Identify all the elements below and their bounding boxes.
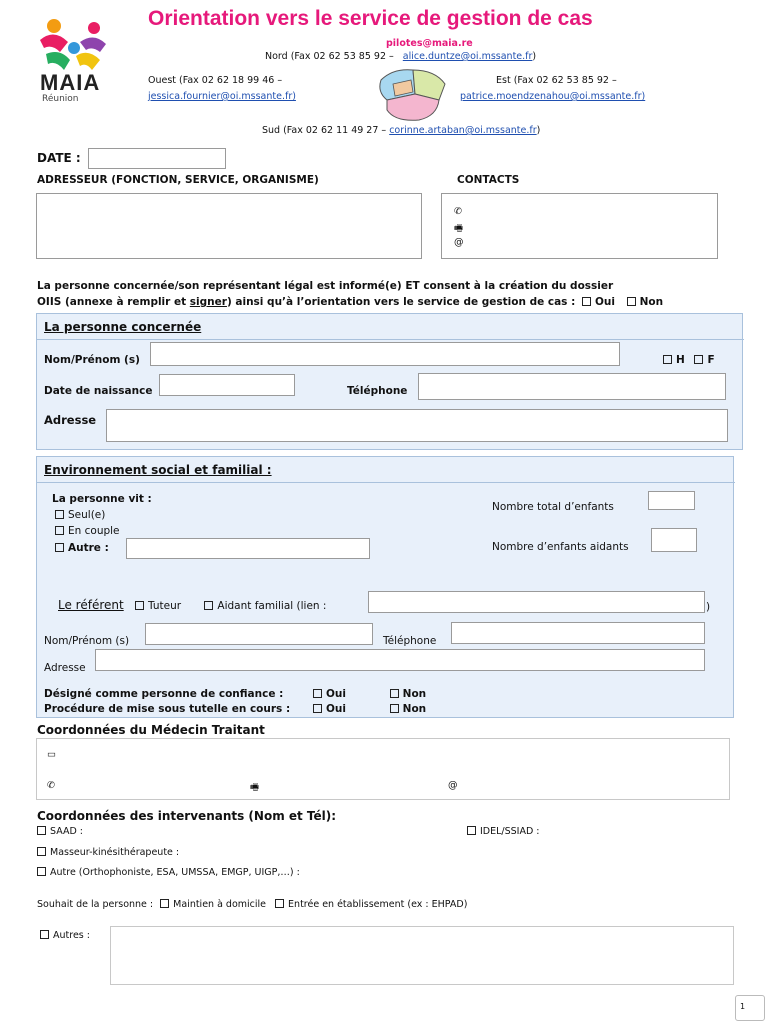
logo-figures-icon xyxy=(30,18,130,78)
referent-adresse-field[interactable] xyxy=(95,649,705,671)
medecin-fax-icon: 🖷 xyxy=(250,782,259,793)
autre-field[interactable] xyxy=(126,538,370,559)
env-heading: Environnement social et familial : xyxy=(44,463,272,477)
tel-label: Téléphone xyxy=(347,385,408,397)
couple-checkbox[interactable] xyxy=(55,526,64,535)
contacts-box xyxy=(441,193,718,259)
adresse-label: Adresse xyxy=(44,413,97,427)
environnement-panel xyxy=(36,456,734,718)
seul-checkbox[interactable] xyxy=(55,510,64,519)
confiance-options: Oui Non xyxy=(313,688,426,700)
nom-label: Nom/Prénom (s) xyxy=(44,354,140,366)
adresseur-field[interactable] xyxy=(36,193,422,259)
email-icon: @ xyxy=(454,237,464,248)
masseur-option: Masseur-kinésithérapeute : xyxy=(37,847,179,858)
intervenants-heading: Coordonnées des intervenants (Nom et Tél): xyxy=(37,809,337,823)
enfants-aidants-field[interactable] xyxy=(651,528,697,552)
est-contact xyxy=(460,73,645,105)
idel-option: IDEL/SSIAD : xyxy=(467,826,540,837)
date-field[interactable] xyxy=(88,148,226,169)
consent-non-checkbox[interactable] xyxy=(627,297,636,306)
confiance-non-checkbox[interactable] xyxy=(390,689,399,698)
consent-line-2: OIIS (annexe à remplir et signer) ainsi qu’à l’orientation vers le service de gestion de cas : Oui Non xyxy=(37,296,664,308)
consent-line-1: La personne concernée/son représentant légal est informé(e) ET consent à la création du dossier xyxy=(37,280,614,292)
aidant-lien-field[interactable] xyxy=(368,591,705,613)
address-card-icon: ▭ xyxy=(47,749,56,760)
medecin-heading: Coordonnées du Médecin Traitant xyxy=(37,723,265,737)
autres-option: Autres : xyxy=(40,930,90,941)
enfants-total-label: Nombre total d’enfants xyxy=(492,501,614,513)
ouest-email-link[interactable]: jessica.fournier@oi.mssante.fr) xyxy=(148,91,296,102)
maintien-checkbox[interactable] xyxy=(160,899,169,908)
entree-checkbox[interactable] xyxy=(275,899,284,908)
seul-option: Seul(e) xyxy=(55,509,105,521)
enfants-aidants-label: Nombre d’enfants aidants xyxy=(492,541,629,553)
est-prefix: Est (Fax 02 62 53 85 92 – xyxy=(496,75,617,86)
masseur-checkbox[interactable] xyxy=(37,847,46,856)
souhait-label: Souhait de la personne : xyxy=(37,899,154,910)
referent-tel-label: Téléphone xyxy=(383,635,437,647)
referent-row: Le référent Tuteur Aidant familial (lien : xyxy=(58,598,327,612)
tuteur-checkbox[interactable] xyxy=(135,601,144,610)
nord-contact: Nord (Fax 02 62 53 85 92 – alice.duntze@oi.mssante.fr) xyxy=(265,51,537,62)
sexe-h-checkbox[interactable] xyxy=(663,355,672,364)
logo-subtitle: Réunion xyxy=(42,94,79,104)
email-main: pilotes@maia.re xyxy=(386,38,473,49)
aidant-checkbox[interactable] xyxy=(204,601,213,610)
saad-option: SAAD : xyxy=(37,826,83,837)
sexe-f-checkbox[interactable] xyxy=(694,355,703,364)
dob-field[interactable] xyxy=(159,374,295,396)
referent-tel-field[interactable] xyxy=(451,622,705,644)
personne-heading: La personne concernée xyxy=(44,320,202,334)
page-title: Orientation vers le service de gestion de cas xyxy=(148,7,593,30)
sud-contact: Sud (Fax 02 62 11 49 27 – corinne.artaban@oi.mssante.fr) xyxy=(262,125,541,136)
medecin-box[interactable] xyxy=(36,738,730,800)
saad-checkbox[interactable] xyxy=(37,826,46,835)
enfants-total-field[interactable] xyxy=(648,491,695,510)
sexe-options: H F xyxy=(663,354,715,366)
ouest-prefix: Ouest (Fax 02 62 18 99 46 – xyxy=(148,75,283,86)
nom-field[interactable] xyxy=(150,342,620,366)
reunion-map xyxy=(373,66,453,124)
adresse-field[interactable] xyxy=(106,409,728,442)
sud-prefix: Sud (Fax 02 62 11 49 27 – xyxy=(262,125,387,136)
personne-panel xyxy=(36,313,743,450)
tutelle-oui-checkbox[interactable] xyxy=(313,704,322,713)
autre-intervenant-checkbox[interactable] xyxy=(37,867,46,876)
vit-label: La personne vit : xyxy=(52,493,152,505)
confiance-oui-checkbox[interactable] xyxy=(313,689,322,698)
couple-option: En couple xyxy=(55,525,120,537)
referent-nom-field[interactable] xyxy=(145,623,373,645)
dob-label: Date de naissance xyxy=(44,385,153,397)
contacts-label: CONTACTS xyxy=(457,174,520,186)
autre-checkbox[interactable] xyxy=(55,543,64,552)
nord-email-link[interactable]: alice.duntze@oi.mssante.fr xyxy=(402,51,533,62)
souhait-row: Souhait de la personne : Maintien à domicile Entrée en établissement (ex : EHPAD) xyxy=(37,899,468,910)
autre-intervenant-option: Autre (Orthophoniste, ESA, UMSSA, EMGP, UIGP,…) : xyxy=(37,867,300,878)
confiance-label: Désigné comme personne de confiance : xyxy=(44,688,284,700)
phone-icon: ✆ xyxy=(454,206,462,217)
page-number: 1 xyxy=(740,1002,746,1011)
referent-adresse-label: Adresse xyxy=(44,662,86,674)
medecin-phone-icon: ✆ xyxy=(47,780,55,791)
nord-prefix: Nord (Fax 02 62 53 85 92 – xyxy=(265,51,394,62)
tutelle-non-checkbox[interactable] xyxy=(390,704,399,713)
medecin-email-icon: @ xyxy=(448,780,458,791)
fax-icon: 🖷 xyxy=(454,223,463,234)
consent-oui-checkbox[interactable] xyxy=(582,297,591,306)
autre-option: Autre : xyxy=(55,542,109,554)
consent-text xyxy=(37,278,663,310)
maia-logo xyxy=(30,18,130,108)
autres-field[interactable] xyxy=(110,926,734,985)
autres-checkbox[interactable] xyxy=(40,930,49,939)
date-label: DATE : xyxy=(37,151,81,165)
idel-checkbox[interactable] xyxy=(467,826,476,835)
page-number-tab xyxy=(735,995,765,1021)
logo-name: MAIA xyxy=(40,70,101,95)
tel-field[interactable] xyxy=(418,373,726,400)
referent-nom-label: Nom/Prénom (s) xyxy=(44,635,130,647)
tutelle-options: Oui Non xyxy=(313,703,426,715)
ouest-contact xyxy=(148,73,296,105)
tutelle-label: Procédure de mise sous tutelle en cours : xyxy=(44,703,291,715)
adresseur-label: ADRESSEUR (FONCTION, SERVICE, ORGANISME) xyxy=(37,174,319,186)
sud-email-link[interactable]: corinne.artaban@oi.mssante.fr xyxy=(389,125,537,136)
referent-label: Le référent xyxy=(58,598,124,612)
est-email-link[interactable]: patrice.moendzenahou@oi.mssante.fr) xyxy=(460,91,646,102)
aidant-close-paren: ) xyxy=(706,601,711,613)
